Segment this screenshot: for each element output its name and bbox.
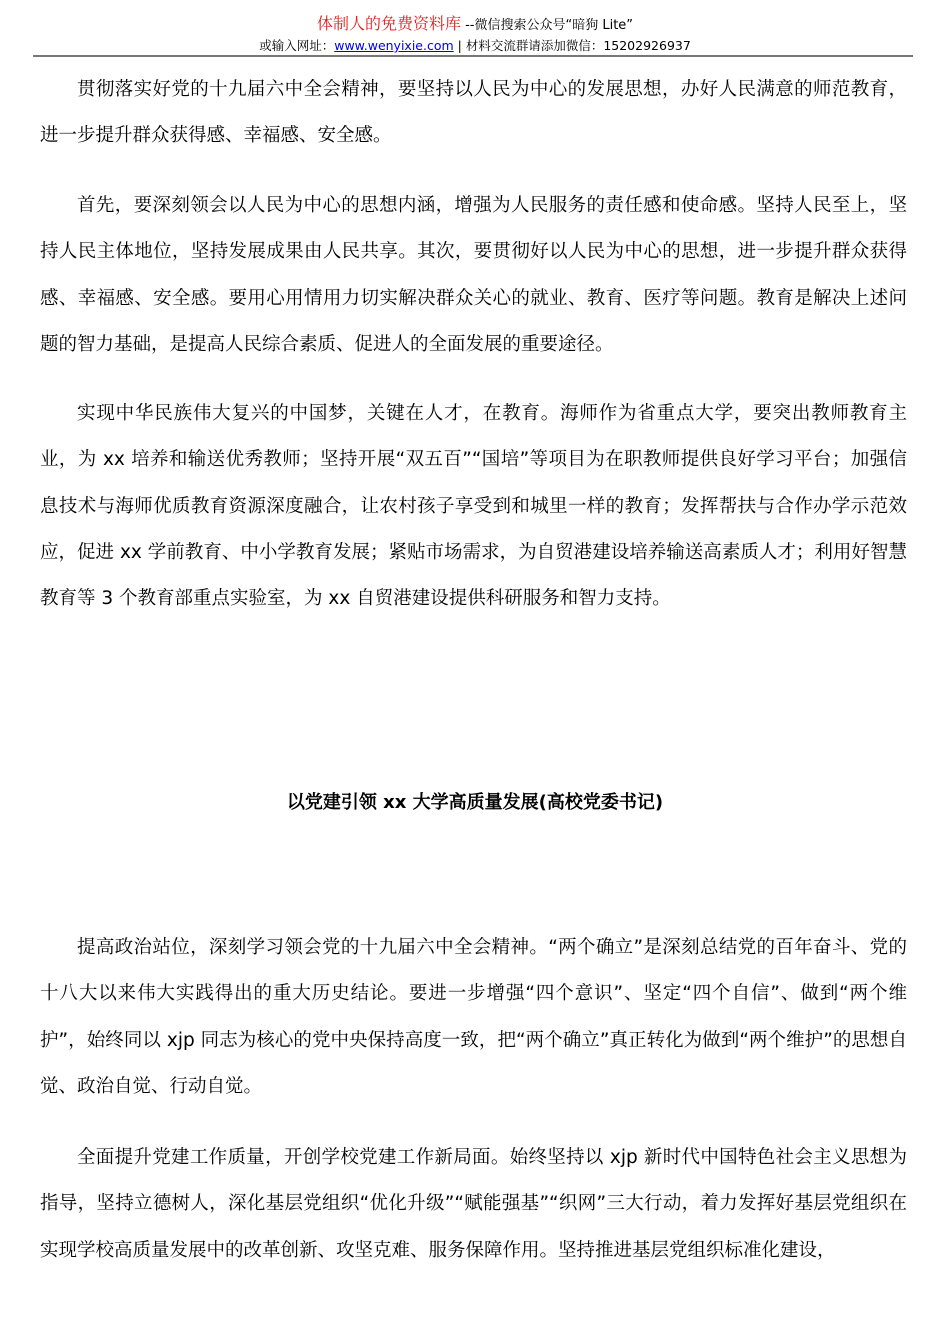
brand-suffix: --微信搜索公众号“暗狗 Lite” <box>460 18 634 33</box>
paragraph: 全面提升党建工作质量，开创学校党建工作新局面。始终坚持以 xjp 新时代中国特色社会主义思想为指导，坚持立德树人，深化基层党组织“优化升级”“赋能强基”“织网”三大行动，着力发挥好基层党组织在实现学校高质量发展中的改革创新、攻坚克难、服务保障作用。坚持推进基层党组织标准化建设， <box>40 1147 907 1261</box>
header-divider <box>33 55 913 57</box>
paragraph: 首先，要深刻领会以人民为中心的思想内涵，增强为人民服务的责任感和使命感。坚持人民至上，坚持人民主体地位，坚持发展成果由人民共享。其次，要贯彻好以人民为中心的思想，进一步提升群众获得感、幸福感、安全感。要用心用情用力切实解决群众关心的就业、教育、医疗等问题。教育是解决上述问题的智力基础，是提高人民综合素质、促进人的全面发展的重要途径。 <box>40 195 907 355</box>
section-title: 以党建引领 xx 大学高质量发展(高校党委书记) <box>286 792 664 813</box>
contact-text: | 材料交流群请添加微信：15202926937 <box>453 38 691 53</box>
url-prefix: 或输入网址： <box>259 38 335 53</box>
website-link[interactable]: www.wenyixie.com <box>334 38 454 53</box>
brand-name: 体制人的免费资料库 <box>316 14 461 33</box>
paragraph: 贯彻落实好党的十九届六中全会精神，要坚持以人民为中心的发展思想，办好人民满意的师范教育，进一步提升群众获得感、幸福感、安全感。 <box>40 79 907 147</box>
paragraph: 实现中华民族伟大复兴的中国梦，关键在人才，在教育。海师作为省重点大学，要突出教师教育主业，为 xx 培养和输送优秀教师；坚持开展“双五百”“国培”等项目为在职教师提供良好学习平台；加强信息技术与海师优质教育资源深度融合，让农村孩子享受到和城里一样的教育；发挥帮扶与合作办学示范效应，促进 xx 学前教育、中小学教育发展；紧贴市场需求，为自贸港建设培养输送高素质人才；利用好智慧教育等 3 个教育部重点实验室，为 xx 自贸港建设提供科研服务和智力支持。 <box>40 403 907 610</box>
paragraph: 提高政治站位，深刻学习领会党的十九届六中全会精神。“两个确立”是深刻总结党的百年奋斗、党的十八大以来伟大实践得出的重大历史结论。要进一步增强“四个意识”、坚定“四个自信”、做到“两个维护”，始终同以 xjp 同志为核心的党中央保持高度一致，把“两个确立”真正转化为做到“两个维护”的思想自觉、政治自觉、行动自觉。 <box>40 937 907 1097</box>
page-header <box>0 14 950 56</box>
